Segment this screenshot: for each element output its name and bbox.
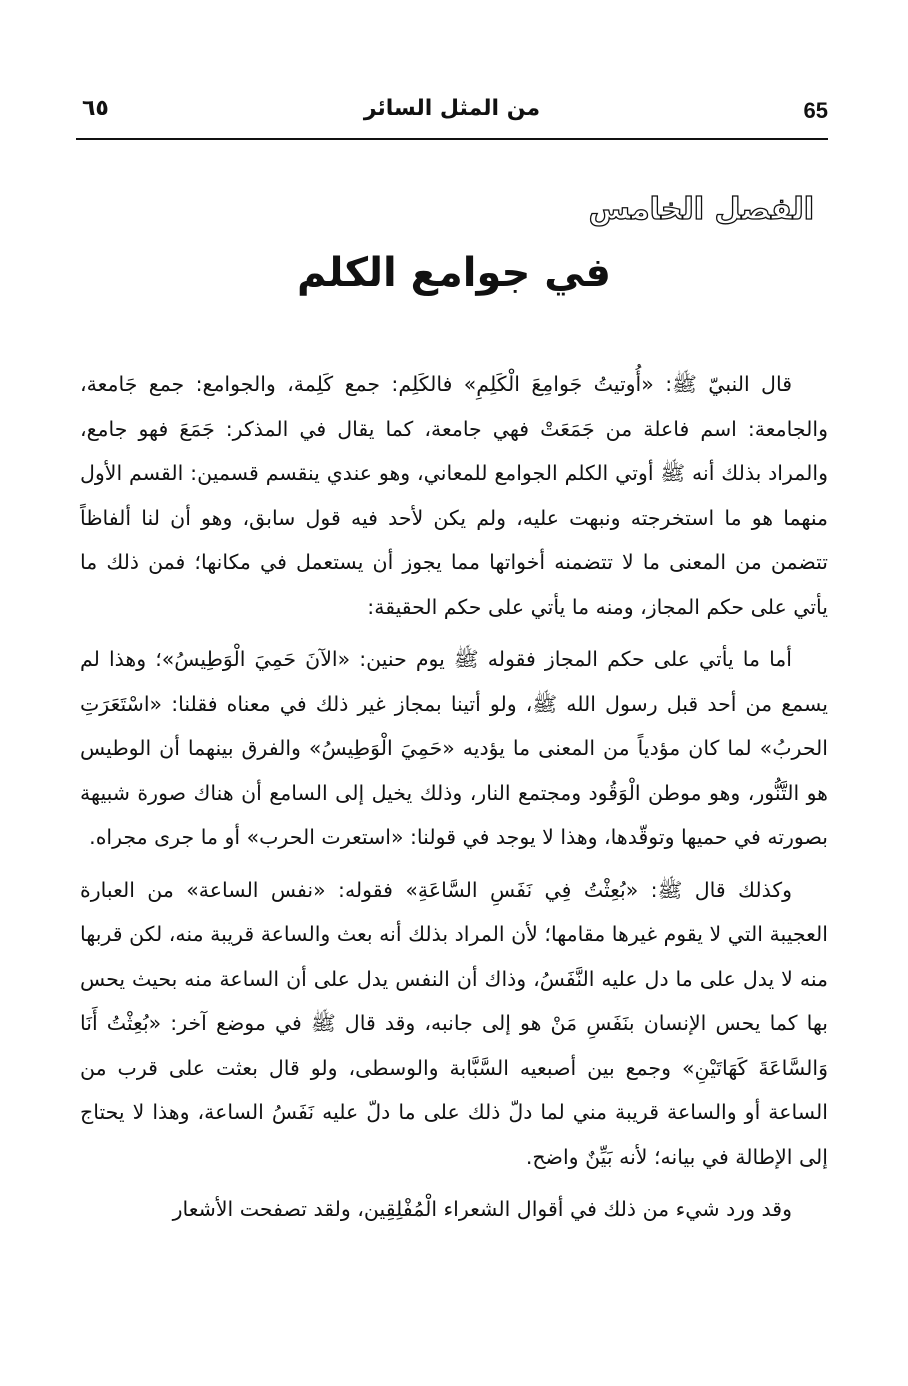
paragraph-1: قال النبيّ ﷺ: «أُوتيتُ جَوامِعَ الْكَلِمِ» فالكَلِم: جمع كَلِمة، والجوامع: جمع جَامعة، والجامعة: اسم فاعلة من جَمَعَتْ فهي جامعة، كما يقال في المذكر: جَمَعَ فهو جامع، والمراد بذلك أنه ﷺ أوتي الكلم الجوامع للمعاني، وهو عندي ينقسم قسمين: القسم الأول منهما هو ما استخرجته ونبهت عليه، ولم يكن لأحد فيه قول سابق، وهو أن لنا ألفاظاً تتضمن من المعنى ما لا تتضمنه أخواتها مما يجوز أن يستعمل في مكانها؛ فمن ذلك ما يأتي على حكم المجاز، ومنه ما يأتي على حكم الحقيقة: [80, 372, 828, 619]
paragraph-4: وقد ورد شيء من ذلك في أقوال الشعراء الْمُفْلِقِين، ولقد تصفحت الأشعار [172, 1197, 792, 1221]
paragraph-2: أما ما يأتي على حكم المجاز فقوله ﷺ يوم حنين: «الآنَ حَمِيَ الْوَطِيسُ»؛ وهذا لم يسمع من أحد قبل رسول الله ﷺ، ولو أتينا بمجاز غير ذلك في معناه فقلنا: «اسْتَعَرَتِ الحربُ» لما كان مؤدياً من المعنى ما يؤديه «حَمِيَ الْوَطِيسُ» والفرق بينهما أن الوطيس هو التَّنُّور، وهو موطن الْوَقُود ومجتمع النار، وذلك يخيل إلى السامع أن هناك صورة شبيهة بصورته في حميها وتوقّدها، وهذا لا يوجد في قولنا: «استعرت الحرب» أو ما جرى مجراه. [80, 647, 828, 849]
page-number-arabic: ٦٥ [82, 96, 109, 121]
header-rule [76, 138, 828, 140]
chapter-title: في جوامع الكلم [297, 250, 611, 296]
running-title: من المثل السائر [363, 96, 541, 121]
paragraph-3: وكذلك قال ﷺ: «بُعِثْتُ فِي نَفَسِ السَّاعَةِ» فقوله: «نفس الساعة» من العبارة العجيبة التي لا يقوم غيرها مقامها؛ لأن المراد بذلك أنه بعث والساعة قريبة منه، لكن قربها منه لا يدل على ما دل عليه النَّفَسُ، وذاك أن النفس يدل على أن الساعة منه بحيث يحس بها كما يحس الإنسان بنَفَسِ مَنْ هو إلى جانبه، وقد قال ﷺ في موضع آخر: «بُعِثْتُ أَنَا وَالسَّاعَةَ كَهَاتَيْنِ» وجمع بين أصبعيه السَّبَّابة والوسطى، ولو قال بعثت على قرب من الساعة أو والساعة قريبة مني لما دلّ ذلك على ما دلّ عليه نَفَسُ الساعة، وهذا لا يحتاج إلى الإطالة في بيانه؛ لأنه بَيِّنٌ واضح. [80, 877, 828, 1169]
body-text [80, 362, 828, 1240]
chapter-label: الفصل الخامس [588, 192, 814, 227]
page-header [76, 92, 828, 136]
page-number-latin: 65 [803, 98, 828, 123]
